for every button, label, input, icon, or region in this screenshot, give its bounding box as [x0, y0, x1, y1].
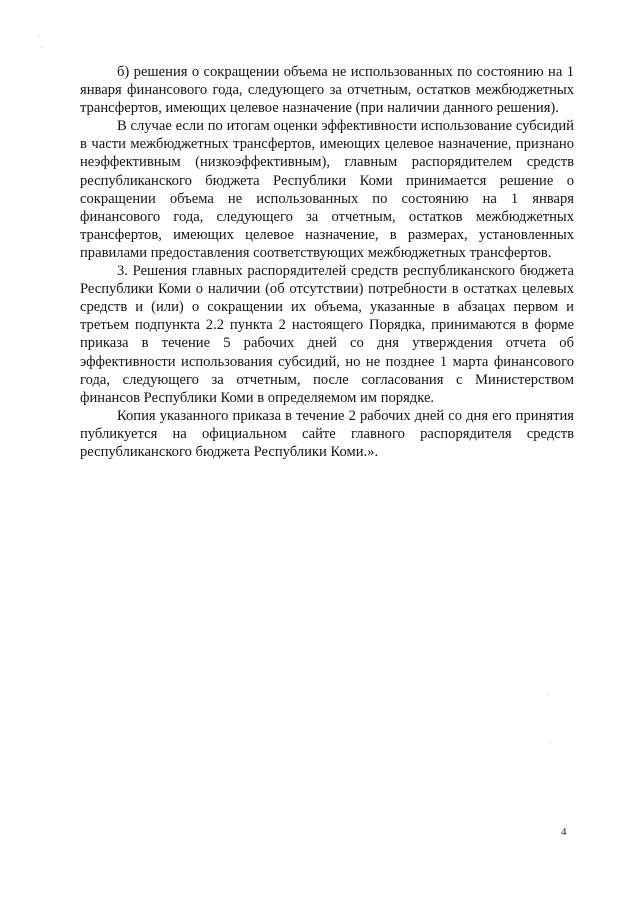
- paragraph-1: б) решения о сокращении объема не использованных по состоянию на 1 января финансового года, следующего за отчетным, остатков межбюджетных трансфертов, имеющих целевое назначение (при наличии данного решения).: [80, 64, 574, 117]
- paragraph-2: В случае если по итогам оценки эффективности использование субсидий в части межбюджетных трансфертов, имеющих целевое назначение, признано неэффективным (низкоэффективным), главным распорядителем средств республиканского бюджета Республики Коми принимается решение о сокращении объема не использованных по состоянию на 1 января финансового года, следующего за отчетным, остатков межбюджетных трансфертов, имеющих целевое назначение, в размерах, установленных правилами предоставления соответствующих межбюджетных трансфертов.: [80, 118, 574, 261]
- scan-speck: [550, 742, 551, 743]
- scan-speck: [41, 47, 42, 48]
- page-number: 4: [561, 826, 567, 838]
- scan-speck: [38, 35, 39, 36]
- document-body: [80, 63, 574, 461]
- paragraph-4: Копия указанного приказа в течение 2 рабочих дней со дня его принятия публикуется на официальном сайте главного распорядителя средств республиканского бюджета Республики Коми.».: [80, 407, 574, 460]
- paragraph-3: 3. Решения главных распорядителей средств республиканского бюджета Республики Коми о наличии (об отсутствии) потребности в остатках целевых средств и (или) о сокращении их объема, указанные в абзацах первом и третьем подпункта 2.2 пункта 2 настоящего Порядка, принимаются в форме приказа в течение 5 рабочих дней со дня утверждения отчета об эффективности использования субсидий, но не позднее 1 марта финансового года, следующего за отчетным, после согласования с Министерством финансов Республики Коми в определяемом им порядке.: [80, 263, 574, 406]
- scan-speck: [548, 694, 549, 695]
